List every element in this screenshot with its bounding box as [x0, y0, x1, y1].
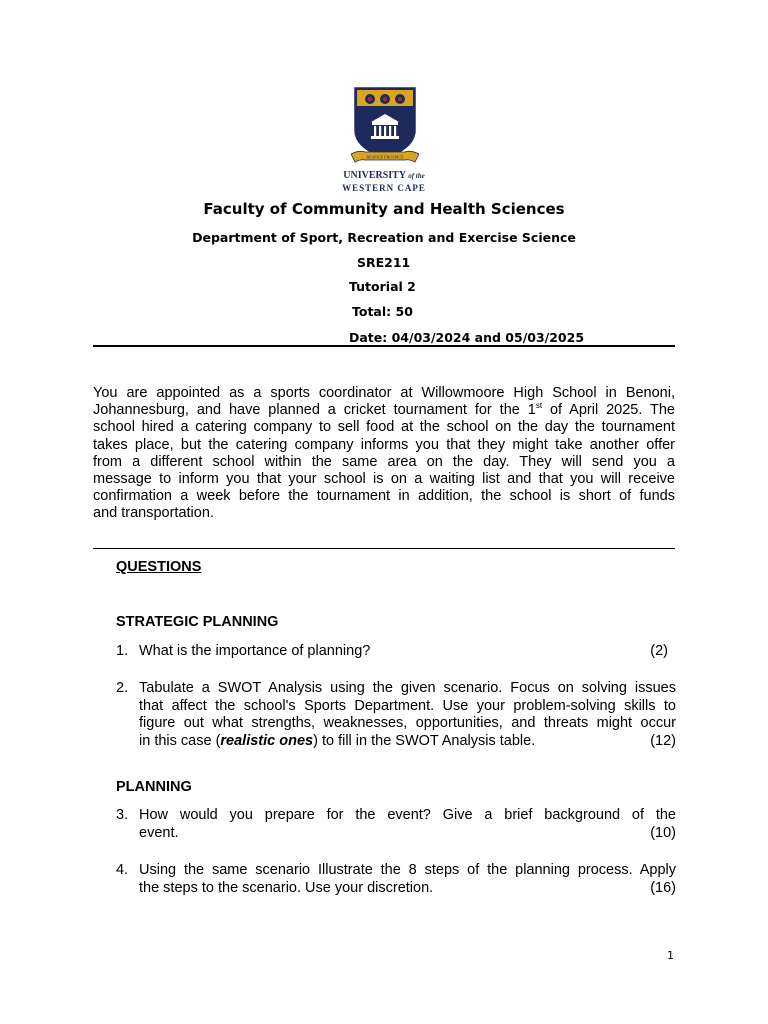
question-text: How would you prepare for the event? Give a brief background of the	[139, 807, 676, 823]
university-name-line1	[338, 170, 430, 181]
question-marks: (2)	[650, 643, 668, 659]
question-text: that affect the school's Sports Department. Use your problem-solving skills to	[139, 697, 676, 714]
question-3	[116, 807, 676, 842]
of-the-text: of the	[408, 172, 425, 180]
question-marks: (16)	[650, 879, 676, 896]
question-text: Using the same scenario Illustrate the 8 steps of the planning process. Apply	[139, 862, 676, 878]
scenario-line: takes place, but the catering company informs you that they might take another offer	[93, 436, 675, 453]
scenario-line: confirmation a week before the tournament in addition, the school is short of funds	[93, 488, 675, 505]
university-name-line2: WESTERN CAPE	[342, 183, 426, 193]
question-text-last: event.	[139, 824, 179, 841]
header-divider	[93, 345, 675, 347]
question-2	[116, 680, 676, 751]
department-title: Department of Sport, Recreation and Exercise Science	[192, 230, 576, 245]
question-text: What is the importance of planning?	[139, 643, 371, 659]
section-divider	[93, 548, 675, 549]
question-text-last: in this case (realistic ones) to fill in the SWOT Analysis table.	[139, 733, 536, 750]
faculty-title: Faculty of Community and Health Sciences	[203, 200, 565, 218]
question-marks: (12)	[650, 733, 676, 750]
page-number: 1	[667, 949, 674, 962]
section-heading-planning: PLANNING	[116, 779, 192, 795]
scenario-line-2: Johannesburg, and have planned a cricket tournament for the 1st of April 2025. The	[93, 401, 675, 419]
question-text-last: the steps to the scenario. Use your discretion.	[139, 879, 434, 896]
question-marks: (10)	[650, 824, 676, 841]
superscript-st: st	[535, 401, 543, 411]
question-number: 2.	[116, 680, 129, 696]
question-1	[116, 643, 676, 661]
question-4	[116, 862, 676, 897]
emphasis-text: realistic ones	[220, 733, 314, 750]
university-crest-logo	[351, 86, 419, 166]
question-number: 4.	[116, 862, 129, 878]
question-number: 1.	[116, 643, 129, 659]
questions-heading: QUESTIONS	[116, 559, 202, 575]
total-marks: Total: 50	[352, 304, 413, 319]
scenario-line: You are appointed as a sports coordinator at Willowmoore High School in Benoni,	[93, 385, 675, 401]
university-word: UNIVERSITY	[343, 170, 406, 181]
scenario-line: and transportation.	[93, 505, 214, 522]
question-number: 3.	[116, 807, 129, 823]
scenario-line: school hired a catering company to sell food at the school on the day the tournament	[93, 419, 675, 436]
date-label: Date: 04/03/2024 and 05/03/2025	[349, 330, 585, 345]
section-heading-strategic-planning: STRATEGIC PLANNING	[116, 614, 279, 630]
course-code: SRE211	[357, 255, 411, 270]
question-text: figure out what strengths, weaknesses, opportunities, and threats might occur	[139, 715, 676, 732]
scenario-line: message to inform you that your school is on a waiting list and that you will receive	[93, 470, 675, 487]
tutorial-label: Tutorial 2	[349, 279, 416, 294]
crest-motto: RESPICE PROSPICE	[366, 154, 404, 160]
scenario-line: from a different school within the same area on the day. They will send you a	[93, 453, 675, 470]
question-text: Tabulate a SWOT Analysis using the given scenario. Focus on solving issues	[139, 680, 676, 696]
scenario-paragraph	[93, 385, 675, 523]
